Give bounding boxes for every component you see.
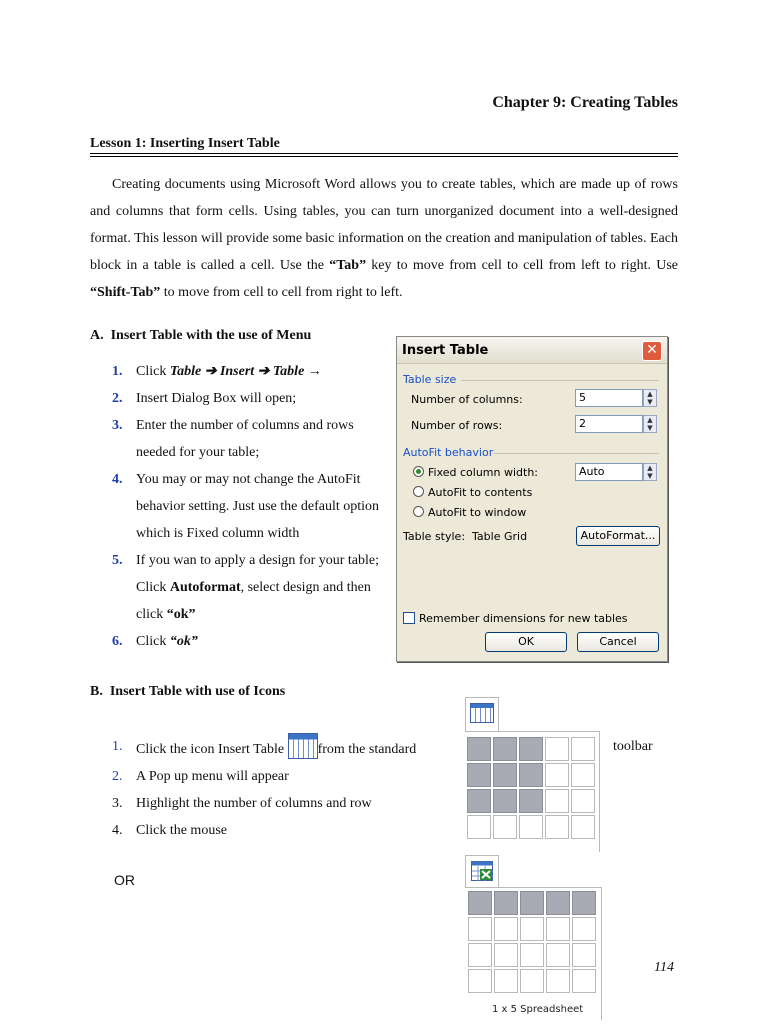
grid-cell[interactable] — [468, 969, 492, 993]
grid-cell[interactable] — [572, 891, 596, 915]
list-item: 3. Enter the number of columns and rows needed for your table; — [112, 418, 354, 460]
grid-cell[interactable] — [468, 917, 492, 941]
divider — [461, 380, 659, 381]
columns-input[interactable]: 5 — [575, 389, 643, 407]
spreadsheet-toolbar-button[interactable] — [465, 855, 499, 887]
grid-cell[interactable] — [493, 763, 517, 787]
grid-cell[interactable] — [572, 969, 596, 993]
grid-cell[interactable] — [493, 737, 517, 761]
grid-cell[interactable] — [546, 891, 570, 915]
insert-table-icon — [288, 733, 318, 759]
list-item: 1. Click Table ➔ Insert ➔ Table → — [112, 364, 322, 379]
grid-cell[interactable] — [520, 969, 544, 993]
grid-cell[interactable] — [571, 789, 595, 813]
grid-cell[interactable] — [519, 789, 543, 813]
ok-button[interactable]: OK — [485, 632, 567, 652]
grid-cell[interactable] — [546, 917, 570, 941]
columns-spinner[interactable]: ▲ ▼ — [643, 389, 657, 407]
toolbar-word: toolbar — [613, 739, 653, 754]
grid-cell[interactable] — [494, 917, 518, 941]
insert-table-icon — [470, 703, 494, 723]
grid-cell[interactable] — [519, 763, 543, 787]
column-width-input[interactable]: Auto — [575, 463, 643, 481]
grid-cell[interactable] — [494, 969, 518, 993]
autofit-group-label: AutoFit behavior — [403, 446, 494, 459]
spreadsheet-icon — [471, 861, 493, 881]
steps-list-b — [112, 733, 442, 844]
grid-cell[interactable] — [519, 737, 543, 761]
or-label: OR — [114, 872, 135, 888]
lesson-title: Lesson 1: Inserting Insert Table — [90, 136, 280, 151]
divider — [90, 156, 678, 157]
divider — [90, 153, 678, 154]
list-item: 5. If you wan to apply a design for your table; Click Autoformat, select design and then click “ok” — [112, 553, 379, 622]
grid-cell[interactable] — [494, 891, 518, 915]
page-number: 114 — [654, 960, 674, 975]
table-style-label: Table style: Table Grid — [403, 530, 528, 543]
grid-cell[interactable] — [467, 763, 491, 787]
close-icon[interactable]: ✕ — [642, 341, 662, 361]
rows-input[interactable]: 2 — [575, 415, 643, 433]
list-item: 3. Highlight the number of columns and row — [112, 796, 372, 811]
rows-label: Number of rows: — [411, 419, 503, 432]
fixed-width-radio[interactable] — [413, 466, 424, 477]
list-item: 2. Insert Dialog Box will open; — [112, 391, 297, 406]
cancel-button[interactable]: Cancel — [577, 632, 659, 652]
table-size-group-label: Table size — [403, 373, 457, 386]
grid-cell[interactable] — [572, 917, 596, 941]
columns-label: Number of columns: — [411, 393, 523, 406]
list-item: 6. Click “ok” — [112, 634, 198, 649]
fixed-width-label: Fixed column width: — [428, 466, 539, 479]
grid-cell[interactable] — [467, 815, 491, 839]
autofit-contents-radio[interactable] — [413, 486, 424, 497]
autofit-window-label: AutoFit to window — [428, 506, 527, 519]
grid-cell[interactable] — [468, 943, 492, 967]
autoformat-button[interactable]: AutoFormat... — [576, 526, 660, 546]
remember-label: Remember dimensions for new tables — [419, 612, 628, 625]
steps-list-a — [112, 358, 382, 655]
chapter-title: Chapter 9: Creating Tables — [492, 94, 678, 111]
grid-cell[interactable] — [467, 737, 491, 761]
insert-table-dialog — [396, 336, 668, 662]
grid-cell[interactable] — [545, 789, 569, 813]
grid-cell[interactable] — [520, 943, 544, 967]
grid-cell[interactable] — [494, 943, 518, 967]
list-item: 4. Click the mouse — [112, 823, 227, 838]
autofit-window-radio[interactable] — [413, 506, 424, 517]
grid-cell[interactable] — [546, 969, 570, 993]
grid-cell[interactable] — [545, 737, 569, 761]
divider — [493, 453, 659, 454]
grid-cell[interactable] — [519, 815, 543, 839]
list-item: 4. You may or may not change the AutoFit behavior setting. Just use the default option which is Fixed column width — [112, 472, 380, 541]
section-b-heading: B. Insert Table with use of Icons — [90, 684, 286, 699]
column-width-spinner[interactable]: ▲ ▼ — [643, 463, 657, 481]
grid-cell[interactable] — [467, 789, 491, 813]
grid-cell[interactable] — [520, 917, 544, 941]
remember-checkbox[interactable] — [403, 612, 415, 624]
spreadsheet-grid[interactable] — [468, 891, 596, 993]
grid-cell[interactable] — [520, 891, 544, 915]
dialog-titlebar — [397, 337, 667, 364]
grid-cell[interactable] — [493, 789, 517, 813]
table-grid[interactable] — [467, 737, 595, 839]
intro-paragraph: Creating documents using Microsoft Word allows you to create tables, which are made up of rows and columns that form cells. Using tables, you can turn unorganized document into a well-designed format. This lesson will provide some basic information on the creation and manipulation of tables. Each block in a table is called a cell. Use the “Tab” key to move from cell to cell from left to right. Use “Shift-Tab” to move from cell to cell from right to left. — [90, 177, 678, 300]
list-item: 2. A Pop up menu will appear — [112, 769, 289, 784]
dialog-title: Insert Table — [402, 343, 489, 358]
rows-spinner[interactable]: ▲ ▼ — [643, 415, 657, 433]
list-item: 1. Click the icon Insert Table from the standard — [112, 733, 442, 763]
grid-cell[interactable] — [571, 737, 595, 761]
autofit-contents-label: AutoFit to contents — [428, 486, 533, 499]
spreadsheet-caption: 1 x 5 Spreadsheet — [492, 1004, 584, 1015]
section-a-heading: A. Insert Table with the use of Menu — [90, 328, 312, 343]
grid-cell[interactable] — [571, 815, 595, 839]
grid-cell[interactable] — [546, 943, 570, 967]
grid-cell[interactable] — [545, 815, 569, 839]
grid-cell[interactable] — [571, 763, 595, 787]
grid-cell[interactable] — [493, 815, 517, 839]
grid-cell[interactable] — [572, 943, 596, 967]
grid-cell[interactable] — [468, 891, 492, 915]
table-toolbar-button[interactable] — [465, 697, 499, 731]
grid-cell[interactable] — [545, 763, 569, 787]
